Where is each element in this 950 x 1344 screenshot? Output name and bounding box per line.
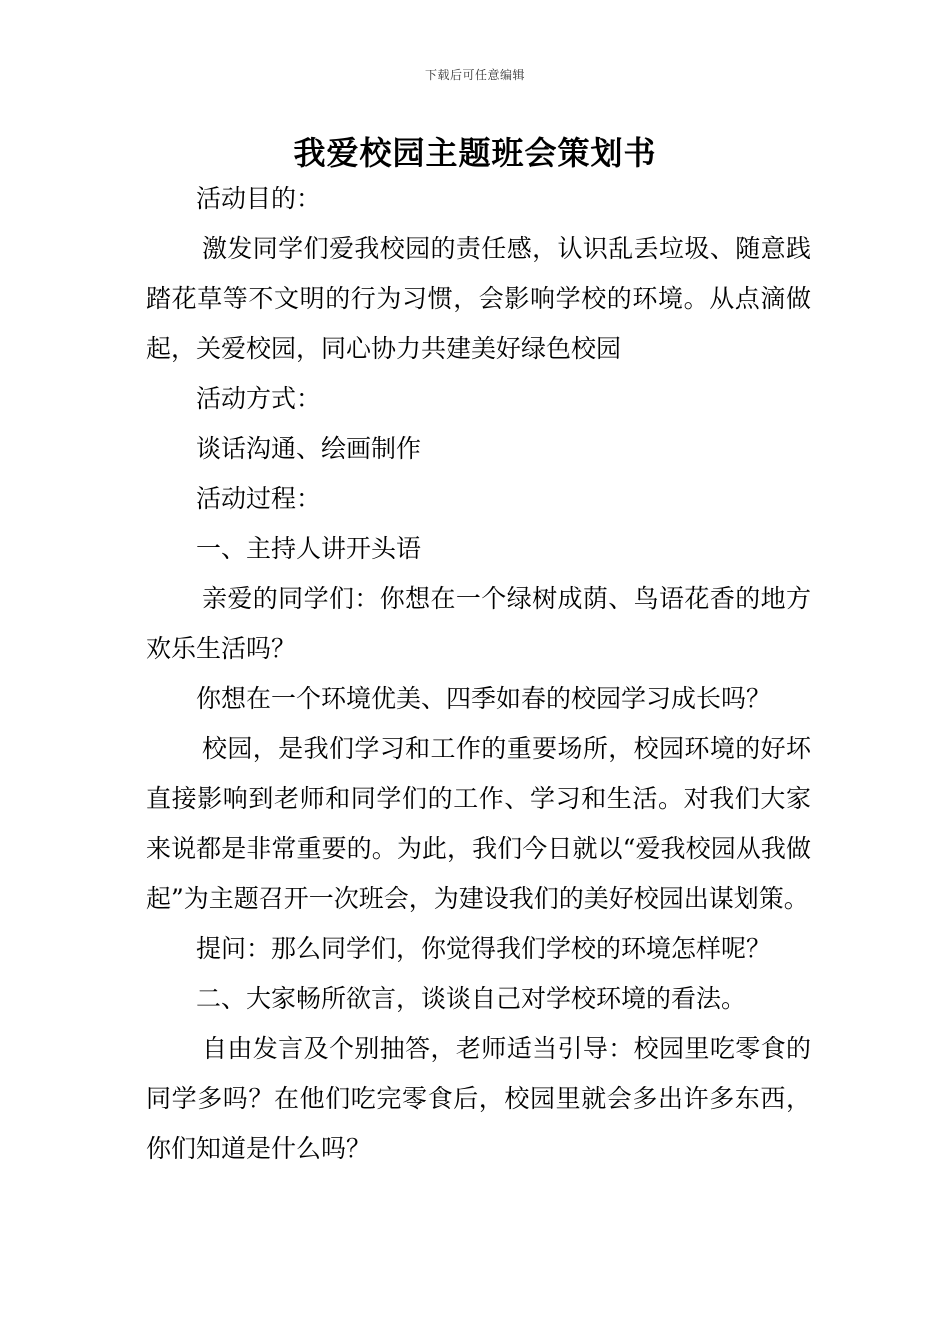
paragraph-method: 谈话沟通、绘画制作 — [196, 434, 422, 463]
section-heading-process: 活动过程： — [196, 484, 322, 513]
header-note: 下载后可任意编辑 — [424, 68, 525, 82]
paragraph-campus: 校园，是我们学习和工作的重要场所，校园环境的好坏直接影响到老师和同学们的工作、学习和生活。对我们大家来说都是非常重要的。为此，我们今日就以“爱我校园从我做起”为主题召开一次班会，为建设我们的美好校园出谋划策。 — [146, 734, 811, 913]
paragraph-greeting: 亲爱的同学们：你想在一个绿树成荫、鸟语花香的地方欢乐生活吗？ — [146, 584, 811, 663]
section-heading-purpose: 活动目的： — [196, 184, 322, 213]
step-heading-1: 一、主持人讲开头语 — [196, 534, 422, 563]
paragraph-question: 你想在一个环境优美、四季如春的校园学习成长吗？ — [196, 684, 772, 713]
step-heading-2: 二、大家畅所欲言，谈谈自己对学校环境的看法。 — [196, 984, 747, 1013]
document-body — [146, 174, 811, 1174]
section-heading-method: 活动方式： — [196, 384, 322, 413]
paragraph-ask: 提问：那么同学们，你觉得我们学校的环境怎样呢？ — [196, 934, 772, 963]
paragraph-discussion: 自由发言及个别抽答，老师适当引导：校园里吃零食的同学多吗？在他们吃完零食后，校园里就会多出许多东西，你们知道是什么吗？ — [146, 1034, 811, 1163]
document-title: 我爱校园主题班会策划书 — [293, 134, 657, 172]
paragraph-purpose: 激发同学们爱我校园的责任感，认识乱丢垃圾、随意践踏花草等不文明的行为习惯，会影响学校的环境。从点滴做起，关爱校园，同心协力共建美好绿色校园 — [146, 234, 811, 363]
